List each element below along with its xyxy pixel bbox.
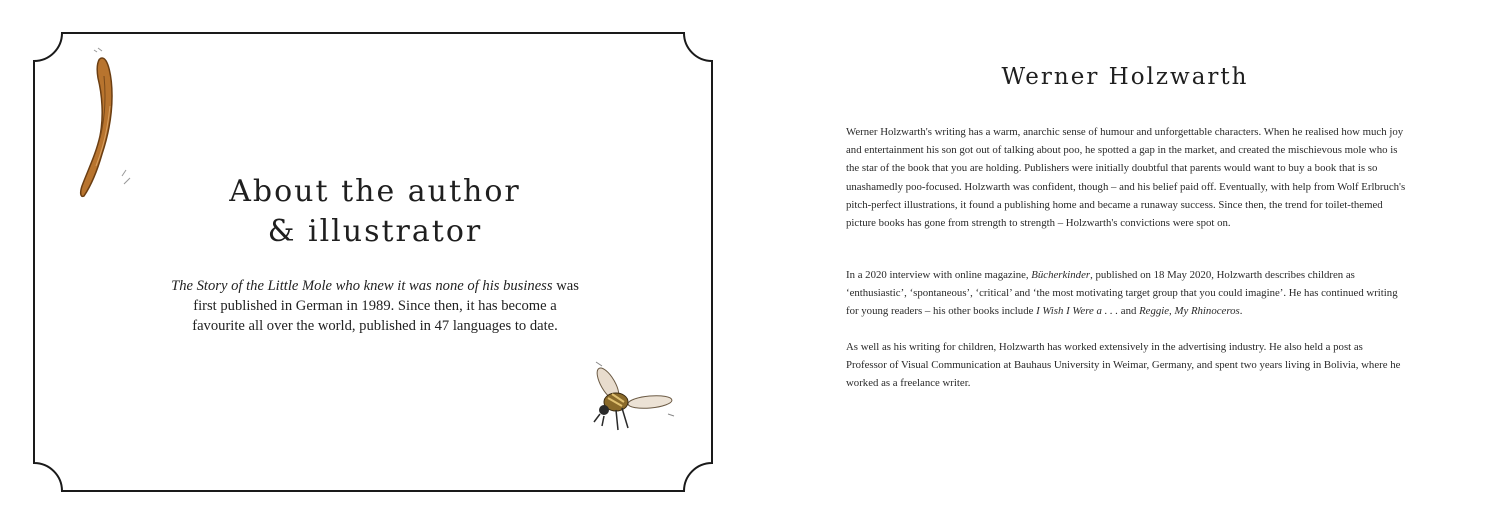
bio-text: , published on 18 May 2020, Holzwarth describes children as ‘enthusiastic’, ‘spontaneous’, ‘critical’ and ‘the most motivating target group that you could imagine’. He has continued writing for young readers – his other books include (846, 269, 1398, 318)
book-intro-text (168, 276, 582, 336)
intro-text: was first published in German in 1989. Since then, it has become a favourite all over the world, published in 47 languages to date. (192, 278, 579, 334)
fly-illustration (588, 358, 680, 444)
author-name-title: Werner Holzwarth (1001, 64, 1249, 90)
bio-paragraph-2 (846, 266, 1406, 321)
bio-text: In a 2020 interview with online magazine, (846, 269, 1032, 281)
book-title: Reggie, My Rhinoceros (1139, 305, 1240, 318)
magazine-title: Bücherkinder (1031, 269, 1091, 281)
bio-paragraph-3: As well as his writing for children, Holzwarth has worked extensively in the advertising industry. He also held a post as Professor of Visual Communication at Bauhaus University in Weimar, Germany, and spent two years living in Bolivia, where he worked as a freelance writer. (846, 341, 1401, 390)
bio-text: . (1239, 305, 1243, 318)
bio-text: and (1118, 305, 1140, 318)
heading-line-1: About the author (229, 174, 521, 209)
book-title: The Story of the Little Mole who knew it was none of his business (171, 278, 553, 294)
left-page-heading (175, 172, 575, 252)
bio-paragraph-1: Werner Holzwarth's writing has a warm, anarchic sense of humour and unforgettable characters. When he realised how much joy and entertainment his son got out of talking about poo, he spotted a gap in the market, and created the mischievous mole who is the star of the book that you are holding. Publishers were initially doubtful that parents would want to buy a book that is so unashamedly poo-focused. Holzwarth was confident, though – and his belief paid off. Eventually, with help from Wolf Erlbruch's pitch-perfect illustrations, it found a publishing home and became a runaway success. Since then, the trend for toilet-themed picture books has gone from strength to strength – Holzwarth's convictions were spot on. (846, 126, 1406, 230)
heading-line-2: & illustrator (267, 214, 483, 249)
book-title: I Wish I Were a . . . (1036, 305, 1119, 318)
poo-illustration (72, 46, 136, 206)
